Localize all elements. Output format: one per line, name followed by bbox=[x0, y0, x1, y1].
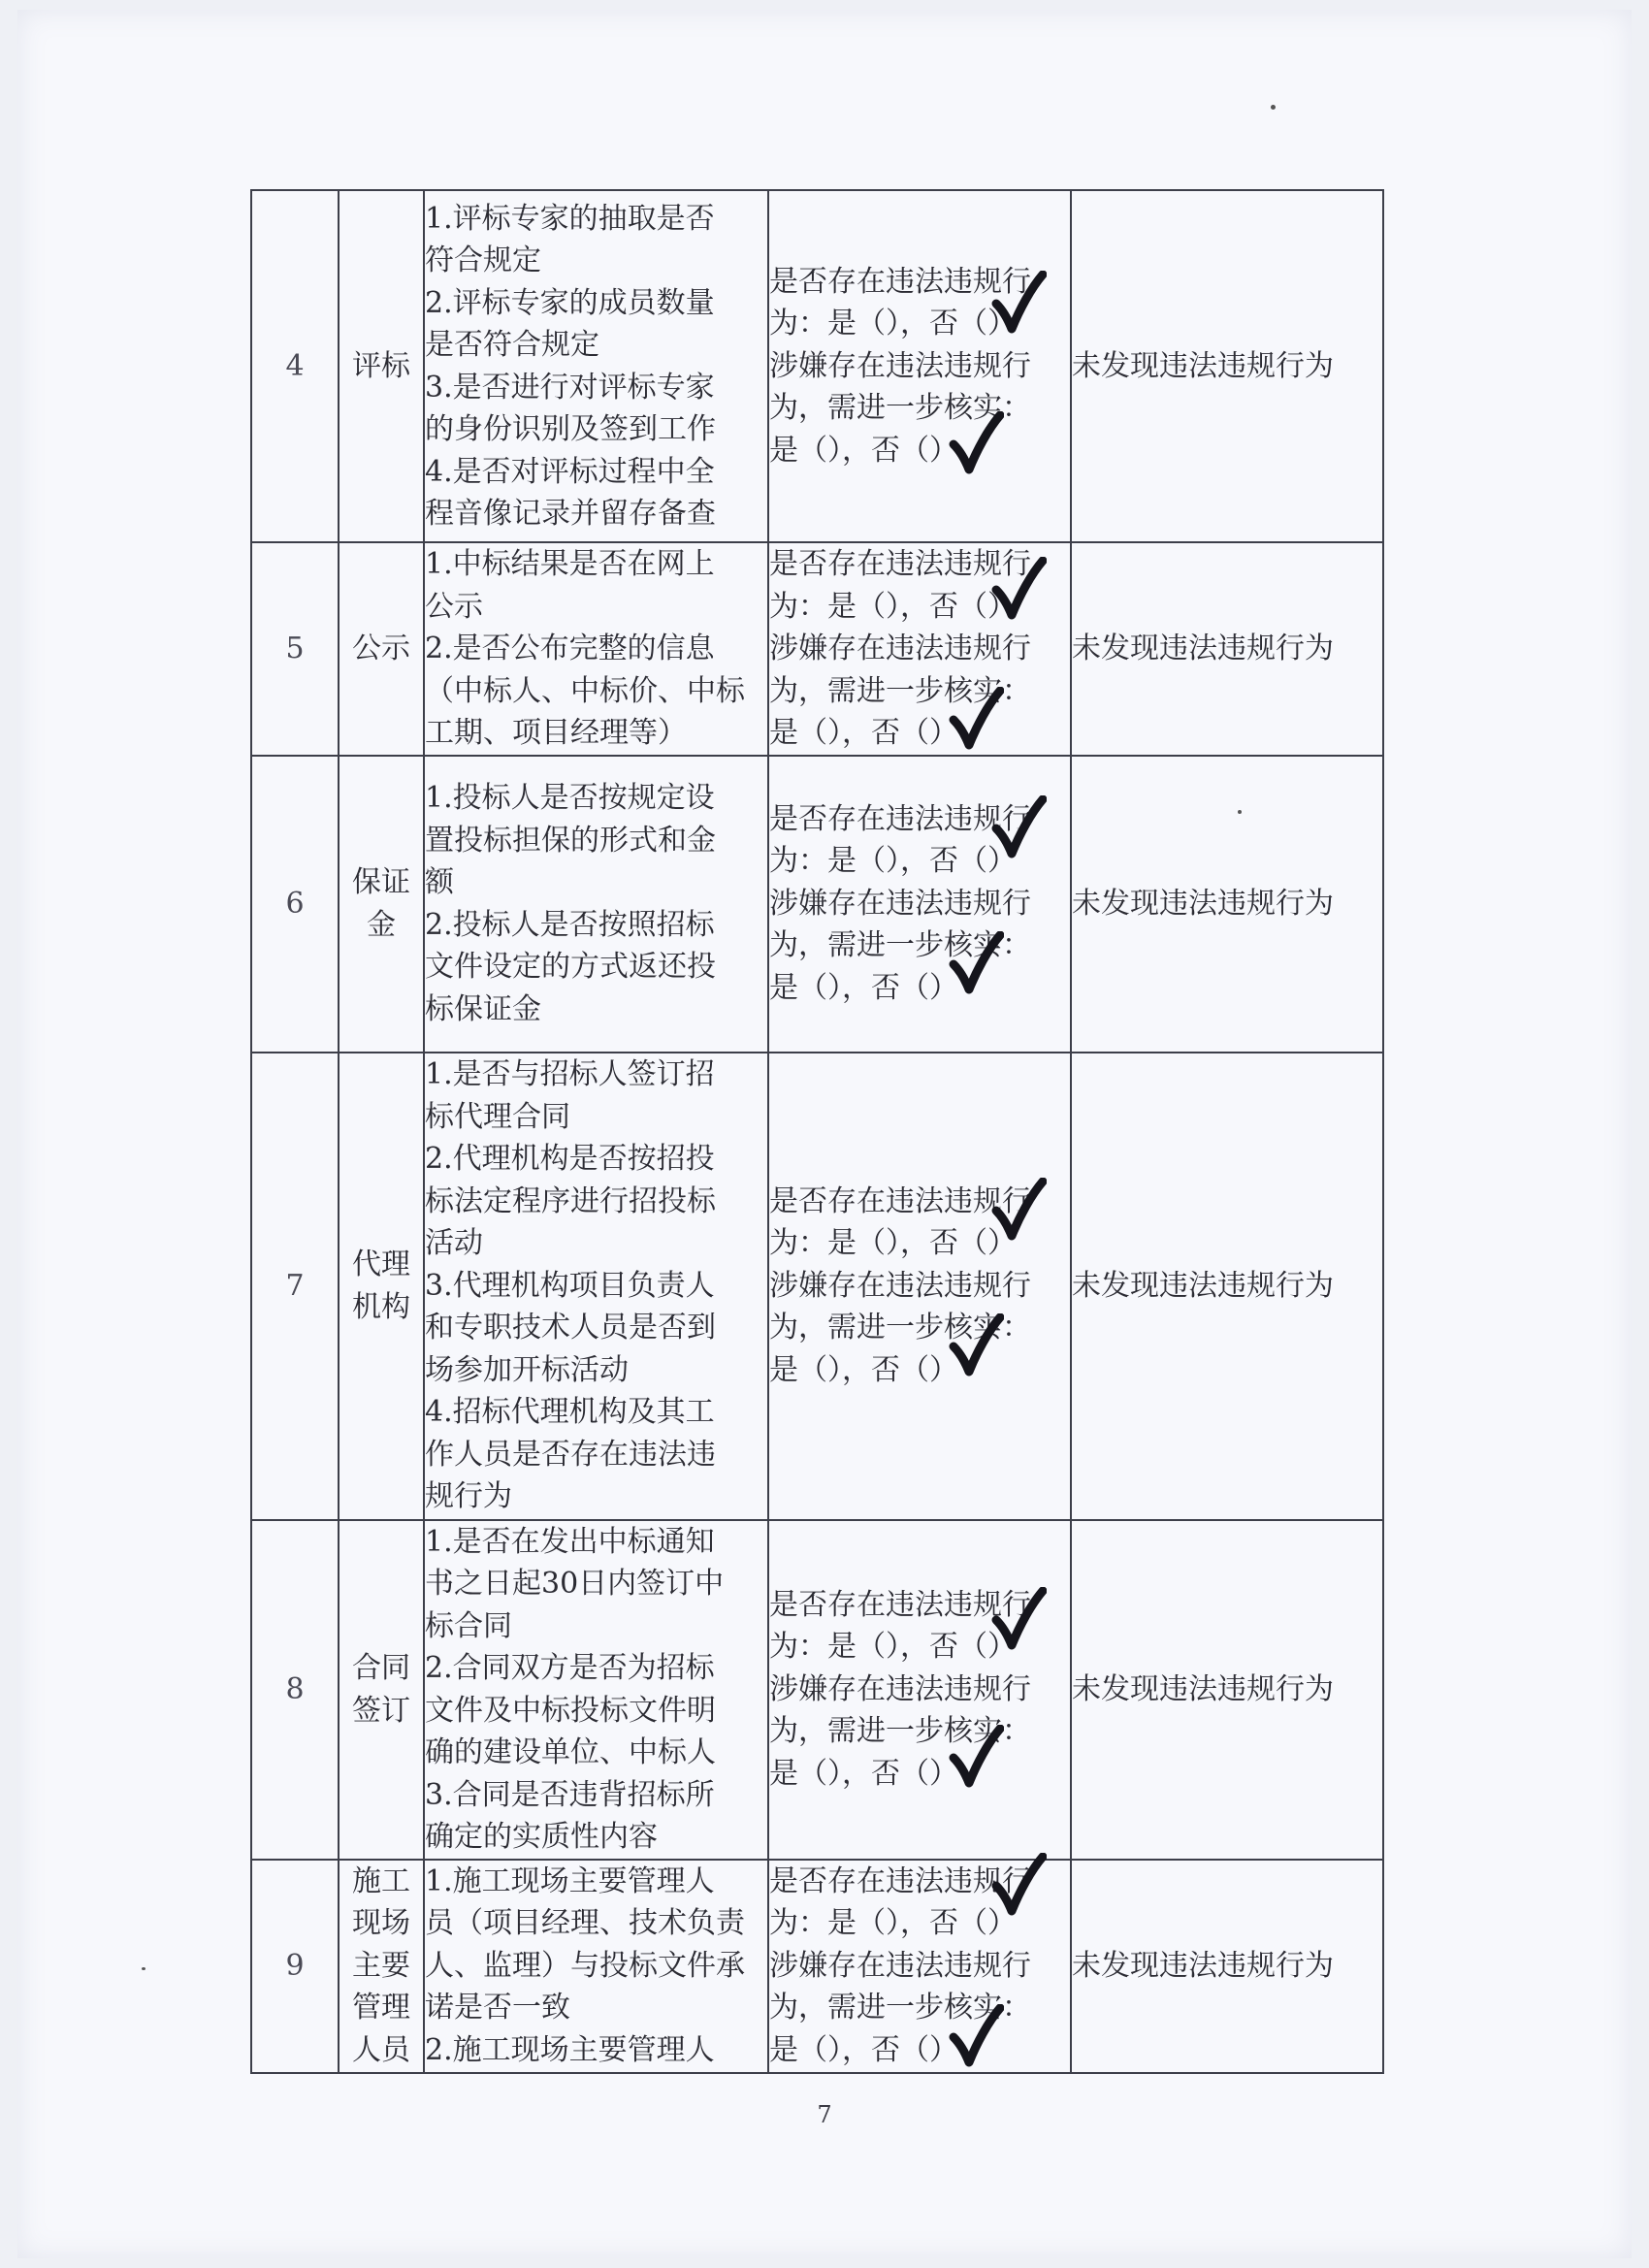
check-status-line: 涉嫌存在违法违规行 bbox=[769, 1948, 1031, 1983]
check-content bbox=[424, 756, 768, 1053]
content-line: 公示 bbox=[425, 589, 483, 624]
content-line: 书之日起30日内签订中 bbox=[425, 1567, 725, 1601]
check-status-line: 是（），否（） bbox=[769, 1756, 958, 1791]
row-number: 4 bbox=[251, 190, 339, 542]
content-line: 确的建设单位、中标人 bbox=[425, 1735, 716, 1769]
inspection-table-body bbox=[251, 190, 1383, 2073]
check-item bbox=[339, 1860, 424, 2073]
check-content bbox=[424, 542, 768, 756]
row-number: 6 bbox=[251, 756, 339, 1053]
content-line: 员（项目经理、技术负责 bbox=[425, 1906, 745, 1941]
check-item bbox=[339, 542, 424, 756]
check-item-line: 现场 bbox=[352, 1906, 410, 1941]
check-status-line: 是（），否（） bbox=[769, 970, 958, 1005]
content-line: 2.代理机构是否按招投 bbox=[425, 1142, 715, 1177]
content-line: 作人员是否存在违法违 bbox=[425, 1437, 716, 1472]
check-status-line: 是否存在违法违规行 bbox=[769, 1183, 1031, 1218]
check-status-line: 为，需进一步核实： bbox=[769, 391, 1031, 426]
content-line: 标合同 bbox=[425, 1608, 512, 1643]
check-result: 未发现违法违规行为 bbox=[1071, 190, 1383, 542]
content-line: 诺是否一致 bbox=[425, 1991, 570, 2025]
check-status bbox=[768, 1860, 1071, 2073]
content-line: （中标人、中标价、中标 bbox=[425, 673, 745, 708]
check-status-line: 为：是（），否（） bbox=[769, 1906, 1017, 1941]
content-line: 2.施工现场主要管理人 bbox=[425, 2032, 715, 2067]
content-line: 4.招标代理机构及其工 bbox=[425, 1395, 715, 1430]
check-status-line: 是（），否（） bbox=[769, 2032, 958, 2067]
check-status bbox=[768, 1520, 1071, 1860]
content-line: 3.代理机构项目负责人 bbox=[425, 1268, 715, 1303]
check-status-line: 涉嫌存在违法违规行 bbox=[769, 1671, 1031, 1706]
check-status-line: 是（），否（） bbox=[769, 716, 958, 750]
check-status bbox=[768, 756, 1071, 1053]
check-item-line: 公示 bbox=[352, 632, 410, 665]
check-status-line: 涉嫌存在违法违规行 bbox=[769, 886, 1031, 921]
check-item-line: 合同 bbox=[352, 1651, 410, 1685]
content-line: 符合规定 bbox=[425, 243, 541, 277]
table-row bbox=[251, 190, 1383, 542]
check-status-line: 涉嫌存在违法违规行 bbox=[769, 632, 1031, 665]
content-line: 2.评标专家的成员数量 bbox=[425, 285, 715, 320]
check-item-line: 主要 bbox=[352, 1948, 410, 1983]
scan-speck bbox=[142, 1967, 146, 1970]
content-line: 和专职技术人员是否到 bbox=[425, 1311, 716, 1345]
content-line: 2.是否公布完整的信息 bbox=[425, 632, 715, 665]
content-line: 1.中标结果是否在网上 bbox=[425, 547, 715, 581]
check-status-line: 为：是（），否（） bbox=[769, 307, 1017, 341]
check-item-line: 代理 bbox=[352, 1247, 410, 1281]
check-status-line: 为，需进一步核实： bbox=[769, 1991, 1031, 2025]
check-result: 未发现违法违规行为 bbox=[1071, 1520, 1383, 1860]
table-row bbox=[251, 1520, 1383, 1860]
content-line: 确定的实质性内容 bbox=[425, 1820, 658, 1854]
check-status-line: 是（），否（） bbox=[769, 1352, 958, 1387]
check-item-line: 机构 bbox=[352, 1289, 410, 1324]
check-result: 未发现违法违规行为 bbox=[1071, 1053, 1383, 1520]
check-status-line: 是否存在违法违规行 bbox=[769, 547, 1031, 581]
content-line: 的身份识别及签到工作 bbox=[425, 412, 716, 446]
scan-speck bbox=[1271, 105, 1276, 110]
row-number: 5 bbox=[251, 542, 339, 756]
check-content bbox=[424, 1860, 768, 2073]
check-status-line: 是否存在违法违规行 bbox=[769, 264, 1031, 299]
check-content bbox=[424, 1053, 768, 1520]
check-status-line: 为：是（），否（） bbox=[769, 844, 1017, 879]
row-number: 7 bbox=[251, 1053, 339, 1520]
check-item-line: 施工 bbox=[352, 1863, 410, 1898]
content-line: 4.是否对评标过程中全 bbox=[425, 454, 715, 489]
content-line: 文件及中标投标文件明 bbox=[425, 1693, 716, 1728]
check-item-line: 金 bbox=[367, 907, 396, 942]
content-line: 标保证金 bbox=[425, 991, 541, 1026]
content-line: 文件设定的方式返还投 bbox=[425, 950, 716, 984]
content-line: 活动 bbox=[425, 1226, 483, 1261]
check-status-line: 涉嫌存在违法违规行 bbox=[769, 1268, 1031, 1303]
check-item-line: 保证 bbox=[352, 865, 410, 899]
check-status-line: 为：是（），否（） bbox=[769, 589, 1017, 624]
table-row bbox=[251, 1860, 1383, 2073]
check-status-line: 为，需进一步核实： bbox=[769, 673, 1031, 708]
content-line: 是否符合规定 bbox=[425, 328, 599, 362]
check-item bbox=[339, 756, 424, 1053]
content-line: 标代理合同 bbox=[425, 1099, 570, 1134]
check-status-line: 是否存在违法违规行 bbox=[769, 801, 1031, 836]
check-content bbox=[424, 190, 768, 542]
check-item bbox=[339, 1520, 424, 1860]
check-item-line: 签订 bbox=[352, 1693, 410, 1728]
content-line: 程音像记录并留存备查 bbox=[425, 497, 716, 531]
row-number: 9 bbox=[251, 1860, 339, 2073]
check-result: 未发现违法违规行为 bbox=[1071, 1860, 1383, 2073]
check-status-line: 涉嫌存在违法违规行 bbox=[769, 348, 1031, 383]
inspection-table bbox=[250, 189, 1384, 2074]
check-content bbox=[424, 1520, 768, 1860]
check-status bbox=[768, 190, 1071, 542]
content-line: 1.投标人是否按规定设 bbox=[425, 781, 715, 815]
content-line: 人、监理）与投标文件承 bbox=[425, 1948, 745, 1983]
check-status-line: 是（），否（） bbox=[769, 433, 958, 468]
check-status-line: 为：是（），否（） bbox=[769, 1630, 1017, 1665]
check-status-line: 为：是（），否（） bbox=[769, 1226, 1017, 1261]
row-number: 8 bbox=[251, 1520, 339, 1860]
content-line: 置投标担保的形式和金 bbox=[425, 823, 716, 858]
page-number: 7 bbox=[817, 2101, 832, 2128]
check-item-line: 评标 bbox=[352, 348, 410, 383]
content-line: 工期、项目经理等） bbox=[425, 716, 687, 750]
check-item-line: 人员 bbox=[352, 2032, 410, 2067]
check-result: 未发现违法违规行为 bbox=[1071, 542, 1383, 756]
check-item bbox=[339, 190, 424, 542]
check-status-line: 是否存在违法违规行 bbox=[769, 1863, 1031, 1898]
content-line: 1.是否在发出中标通知 bbox=[425, 1524, 715, 1559]
content-line: 3.是否进行对评标专家 bbox=[425, 370, 715, 405]
check-item bbox=[339, 1053, 424, 1520]
content-line: 1.评标专家的抽取是否 bbox=[425, 201, 715, 236]
content-line: 额 bbox=[425, 865, 454, 899]
content-line: 3.合同是否违背招标所 bbox=[425, 1777, 715, 1812]
check-status bbox=[768, 542, 1071, 756]
content-line: 1.施工现场主要管理人 bbox=[425, 1863, 715, 1898]
check-status-line: 为，需进一步核实： bbox=[769, 1311, 1031, 1345]
table-row bbox=[251, 756, 1383, 1053]
content-line: 标法定程序进行招投标 bbox=[425, 1183, 716, 1218]
content-line: 1.是否与招标人签订招 bbox=[425, 1057, 715, 1092]
content-line: 2.投标人是否按照招标 bbox=[425, 907, 715, 942]
content-line: 场参加开标活动 bbox=[425, 1352, 629, 1387]
table-row bbox=[251, 542, 1383, 756]
check-status-line: 为，需进一步核实： bbox=[769, 1714, 1031, 1749]
table-row bbox=[251, 1053, 1383, 1520]
check-result: 未发现违法违规行为 bbox=[1071, 756, 1383, 1053]
check-status-line: 是否存在违法违规行 bbox=[769, 1587, 1031, 1622]
content-line: 2.合同双方是否为招标 bbox=[425, 1651, 715, 1685]
check-status-line: 为，需进一步核实： bbox=[769, 928, 1031, 963]
check-status bbox=[768, 1053, 1071, 1520]
content-line: 规行为 bbox=[425, 1479, 512, 1514]
check-item-line: 管理 bbox=[352, 1991, 410, 2025]
